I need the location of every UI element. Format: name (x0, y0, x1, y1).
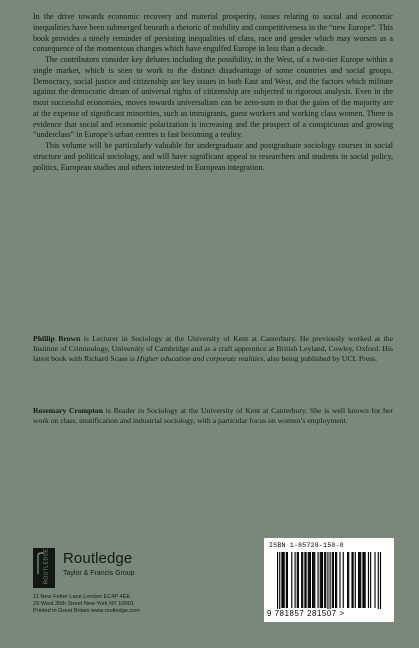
barcode-bar (321, 552, 322, 608)
barcode-bar (304, 552, 305, 608)
barcode-bar (358, 552, 359, 608)
barcode-bar (363, 552, 364, 608)
barcode-bar (277, 552, 278, 612)
publisher-logo (33, 548, 213, 588)
barcode-bar (282, 552, 283, 608)
author-bio-brown (33, 334, 393, 363)
barcode-bar (351, 552, 352, 608)
author-name: Phillip Brown (33, 334, 81, 343)
publisher-name: Routledge (63, 550, 133, 567)
barcode-bar (365, 552, 366, 608)
barcode-bar (335, 552, 336, 608)
barcode-bar (318, 552, 319, 608)
blurb-paragraph-3: This volume will be particularly valuable for undergraduate and postgraduate sociology courses in social structure and political sociology, and will have significant appeal to researchers and students in social policy, politics, European studies and others interested in European integration. (33, 141, 393, 172)
barcode-bar (281, 552, 282, 608)
barcode-bar (324, 552, 325, 608)
barcode-bar (325, 552, 326, 608)
barcode-bar (305, 552, 306, 608)
barcode-digits: 9 781857 281507 > (267, 609, 391, 618)
routledge-logo-icon (33, 548, 55, 588)
svg-text:ROUTLEDGE: ROUTLEDGE (43, 548, 50, 584)
barcode-bar (287, 552, 288, 608)
barcode-bar (320, 552, 321, 608)
bio-text: also being published by UCL Press. (265, 353, 378, 363)
barcode-bar (348, 552, 349, 608)
barcode-bar (343, 552, 344, 608)
barcode-bar (313, 552, 314, 608)
book-title: Higher education and corporate realities, (136, 353, 266, 363)
barcode-bar (314, 552, 315, 608)
barcode-bar (362, 552, 363, 608)
publisher-group: Taylor & Francis Group (63, 570, 135, 577)
bio-text: is Reader in Sociology at the University of Kent at Canterbury. She is well known for her work on class, stratification and industrial sociology, with a particular focus on women’s employment. (33, 406, 393, 425)
barcode-bar (291, 552, 292, 608)
author-bio-crompton (33, 406, 393, 426)
barcode-bar (336, 552, 337, 608)
barcode-bar (360, 552, 361, 608)
barcode-bar (322, 552, 323, 608)
barcode-bar (380, 552, 381, 612)
barcode-bar (333, 552, 334, 608)
barcode-bar (301, 552, 302, 608)
barcode-bar (327, 552, 328, 612)
barcode-bar (353, 552, 354, 608)
barcode-bar (339, 552, 340, 608)
barcode-bars (269, 552, 389, 612)
barcode-bar (284, 552, 285, 608)
blurb-paragraph-1: In the drive towards economic recovery and material prosperity, issues relating to social and economic inequalities have been submerged beneath a rhetoric of mobility and competitiveness in the “new Europe”. This book provides a timely reminder of persisting inequalities of class, race and gender which may worsen as a consequence of the momentous changes which have engulfed Europe in less than a decade. (33, 12, 393, 54)
barcode-bar (295, 552, 296, 608)
barcode-bar (308, 552, 309, 608)
barcode-bar (297, 552, 298, 608)
isbn-label: ISBN 1-85728-150-0 (269, 542, 344, 549)
barcode-bar (355, 552, 356, 608)
address-line: 29 West 35th Street New York NY 10001 (33, 601, 134, 607)
blurb-paragraph-2: The contributors consider key debates including the possibility, in the West, of a two-tier Europe within a single market, which is seen to work to the distinct disadvantage of some countries and social groups. Democracy, social justice and citizenship are key issues in both East and West, and the factors which militate against the democratic dream of universal rights of citizenship are subjected to rigorous analysis. Even in the most successful economies, moves towards universalism can be zero-sum in that the gains of the majority are at the expense of significant minorities, such as immigrants, guest workers and working class women. There is evidence that social and economic polarization is increasing and the prospect of a conspicuous and growing “underclass” in Europe’s urban centres is fast becoming a reality. (33, 55, 393, 140)
barcode-bar (309, 552, 310, 608)
barcode-bar (332, 552, 333, 608)
barcode-bar (279, 552, 280, 612)
barcode-bar (310, 552, 311, 608)
barcode-bar (330, 552, 331, 612)
barcode-bar (347, 552, 348, 608)
publisher-address (33, 594, 140, 615)
author-name: Rosemary Crompton (33, 406, 104, 415)
address-line: 11 New Fetter Lane London EC4P 4EE (33, 594, 131, 600)
address-line: Printed in Great Britain www.routledge.com (33, 608, 140, 614)
barcode-bar (359, 552, 360, 608)
barcode-bar (312, 552, 313, 608)
blurb-text (33, 12, 393, 173)
barcode-bar (302, 552, 303, 608)
barcode-bar (286, 552, 287, 608)
barcode-bar (378, 552, 379, 612)
isbn-barcode (264, 538, 394, 622)
barcode-bar (368, 552, 369, 608)
barcode-bar (374, 552, 375, 608)
barcode-bar (298, 552, 299, 608)
barcode-bar (370, 552, 371, 608)
bio-text: is Lecturer in Sociology at the University of Kent at Canterbury. He previously worked at the Institute of Criminology, University of Cambridge and as a craft apprentice at British Leyland, Cowley, Oxford. His latest book with Richard Scase is (33, 334, 393, 363)
